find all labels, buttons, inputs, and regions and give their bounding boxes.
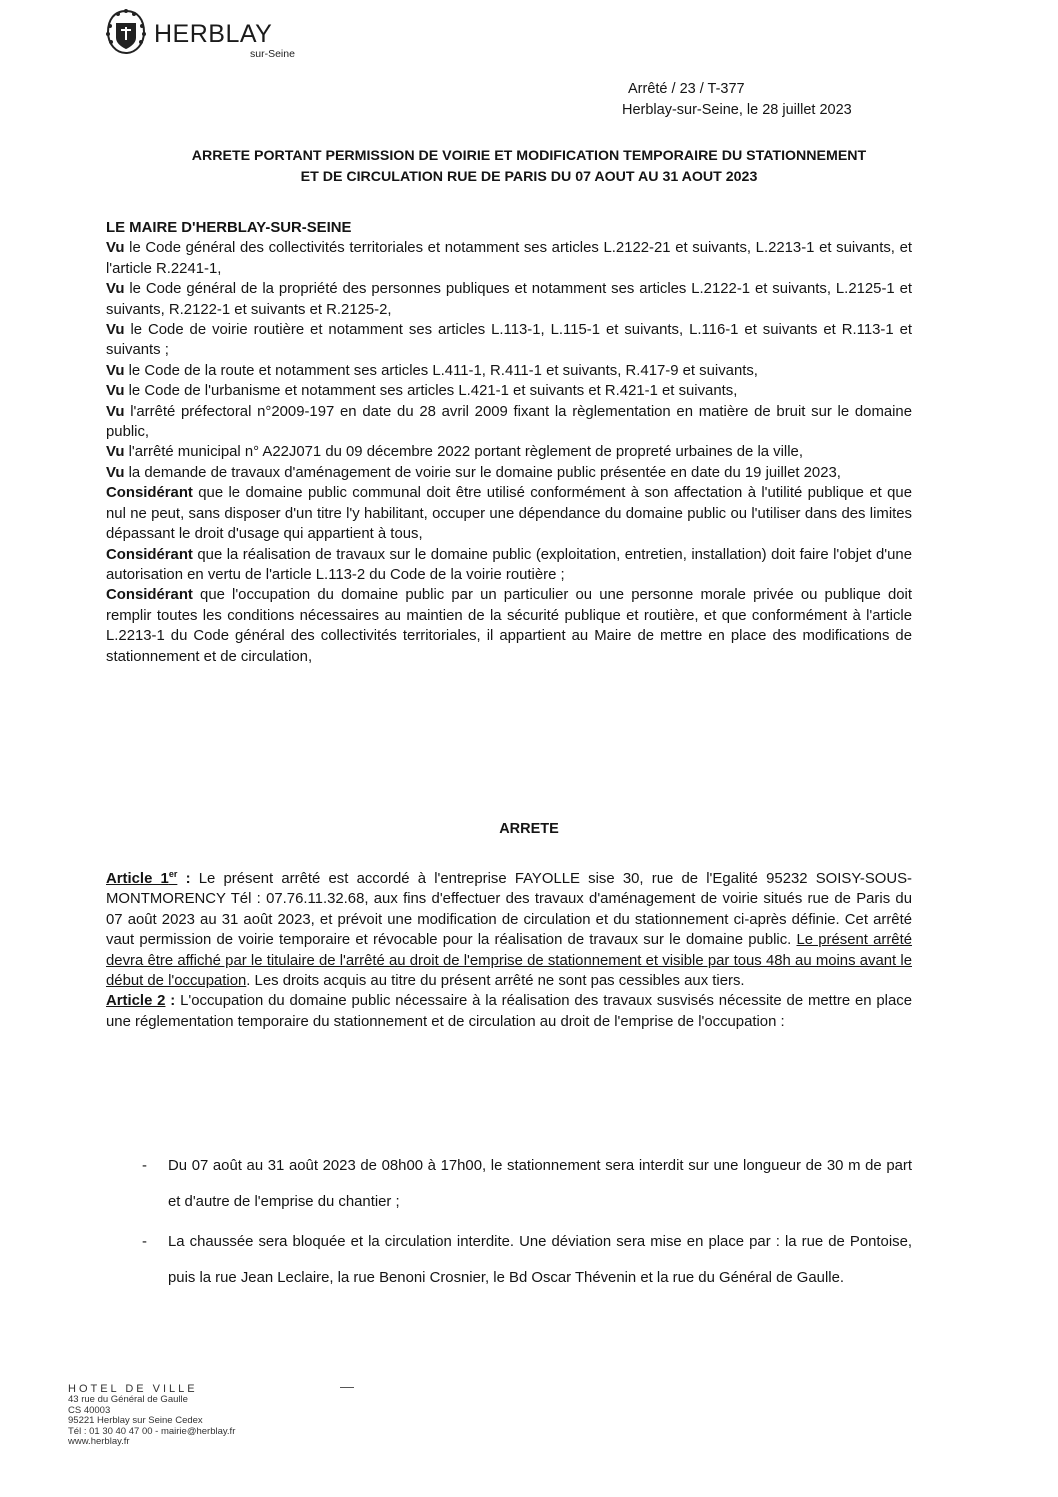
visa-item: Vu le Code général de la propriété des personnes publiques et notamment ses articles L.2122-1 et suivants, L.2125-1 et suivants, R.2122-1 et suivants et R.2125-2, (106, 281, 912, 318)
list-item: - Du 07 août au 31 août 2023 de 08h00 à 17h00, le stationnement sera interdit sur une longueur de 30 m de part et d'autre de l'emprise du chantier ; (142, 1158, 912, 1210)
visa-item: Vu le Code de l'urbanisme et notamment ses articles L.421-1 et suivants et R.421-1 et suivants, (106, 383, 738, 400)
visa-item: Vu le Code de voirie routière et notamment ses articles L.113-1, L.115-1 et suivants, L.116-1 et suivants et R.113-1 et suivants ; (106, 322, 912, 359)
article-2: Article 2 : L'occupation du domaine public nécessaire à la réalisation des travaux susvisés nécessite de mettre en place une réglementation temporaire du stationnement et de circulation au droit de l'emprise de l'occupation : (106, 993, 913, 1030)
title-line-1: ARRETE PORTANT PERMISSION DE VOIRIE ET MODIFICATION TEMPORAIRE DU STATIONNEMENT (191, 148, 867, 164)
decree-reference: Arrêté / 23 / T-377 (628, 81, 745, 97)
article-1: Article 1er : Le présent arrêté est accordé à l'entreprise FAYOLLE sise 30, rue de l'Egalité 95232 SOISY-SOUS-MONTMORENCY Tél : 07.76.11.32.68, aux fins d'effectuer des travaux d'aménagement de voirie situés rue de Paris du 07 août 2023 au 31 août 2023, et prévoit une modification de circulation et du stationnement ci-après définie. Cet arrêté vaut permission de voirie temporaire et révocable pour la réalisation de travaux sur le domaine public. Le présent arrêté devra être affiché par le titulaire de l'arrêté au droit de l'emprise de stationnement et visible par tous 48h au moins avant le début de l'occupation. Les droits acquis au titre du présent arrêté ne sont pas cessibles aux tiers. (106, 869, 913, 989)
visa-item: Vu le Code général des collectivités territoriales et notamment ses articles L.2122-21 et suivants, L.2213-1 et suivants, et l'article R.2241-1, (106, 240, 912, 277)
footer-address (68, 1383, 235, 1448)
measures-list (106, 1148, 912, 1296)
list-item: - La chaussée sera bloquée et la circulation interdite. Une déviation sera mise en place par : la rue de Pontoise, puis la rue Jean Leclaire, la rue Benoni Crosnier, le Bd Oscar Thévenin et la rue du Général de Gaulle. (142, 1234, 912, 1286)
articles (106, 864, 912, 1032)
herblay-logo (104, 8, 324, 60)
logo-subtitle: sur-Seine (250, 48, 295, 60)
visa-item: Vu le Code de la route et notamment ses articles L.411-1, R.411-1 et suivants, R.417-9 et suivants, (106, 362, 758, 379)
footer-contact: Tél : 01 30 40 47 00 - mairie@herblay.fr (68, 1425, 236, 1437)
article-1-label: Article 1er (106, 869, 178, 887)
city-crest-icon (104, 8, 148, 56)
visa-item: Vu l'arrêté préfectoral n°2009-197 en date du 28 avril 2009 fixant la règlementation en matière de bruit sur le domaine public, (106, 403, 912, 441)
visa-item: Considérant que le domaine public communal doit être utilisé conformément à son affectation à l'utilité publique et que nul ne peut, sans disposer d'un titre l'y habilitant, occuper une dépendance du domaine public ou l'utiliser dans des limites dépassant le droit d'usage qui appartient à tous, (106, 485, 912, 543)
arrete-heading: ARRETE (499, 821, 559, 837)
footer-street: 43 rue du Général de Gaulle (68, 1394, 188, 1405)
visa-list (106, 238, 912, 667)
visa-item: Considérant que l'occupation du domaine public par un particulier ou une personne morale privée ou publique doit remplir toutes les conditions nécessaires au maintien de la sécurité publique et routière, et que conformément à l'article L.2213-1 du Code général des collectivités territoriales, il appartient au Maire de mettre en place des modifications de stationnement et de circulation, (106, 587, 912, 665)
title-line-2: ET DE CIRCULATION RUE DE PARIS DU 07 AOUT AU 31 AOUT 2023 (300, 169, 758, 185)
visa-item: Considérant que la réalisation de travaux sur le domaine public (exploitation, entretien, installation) doit faire l'objet d'une autorisation en vertu de l'article L.113-2 du Code de la voirie routière ; (106, 546, 912, 583)
preamble (106, 218, 912, 667)
article-2-label: Article 2 (106, 993, 166, 1010)
footer-city: 95221 Herblay sur Seine Cedex (68, 1415, 203, 1427)
mayor-heading: LE MAIRE D'HERBLAY-SUR-SEINE (106, 220, 352, 236)
footer-hotel-de-ville: HOTEL DE VILLE (68, 1383, 198, 1395)
document-title (90, 146, 968, 188)
footer-mark (340, 1387, 354, 1388)
visa-item: Vu la demande de travaux d'aménagement de voirie sur le domaine public présentée en date du 19 juillet 2023, (106, 464, 841, 481)
footer-cs: CS 40003 (68, 1404, 111, 1416)
footer-website: www.herblay.fr (68, 1436, 130, 1448)
visa-item: Vu l'arrêté municipal n° A22J071 du 09 décembre 2022 portant règlement de propreté urbaines de la ville, (106, 444, 803, 461)
place-date: Herblay-sur-Seine, le 28 juillet 2023 (622, 102, 852, 118)
logo-name: HERBLAY (154, 20, 273, 48)
